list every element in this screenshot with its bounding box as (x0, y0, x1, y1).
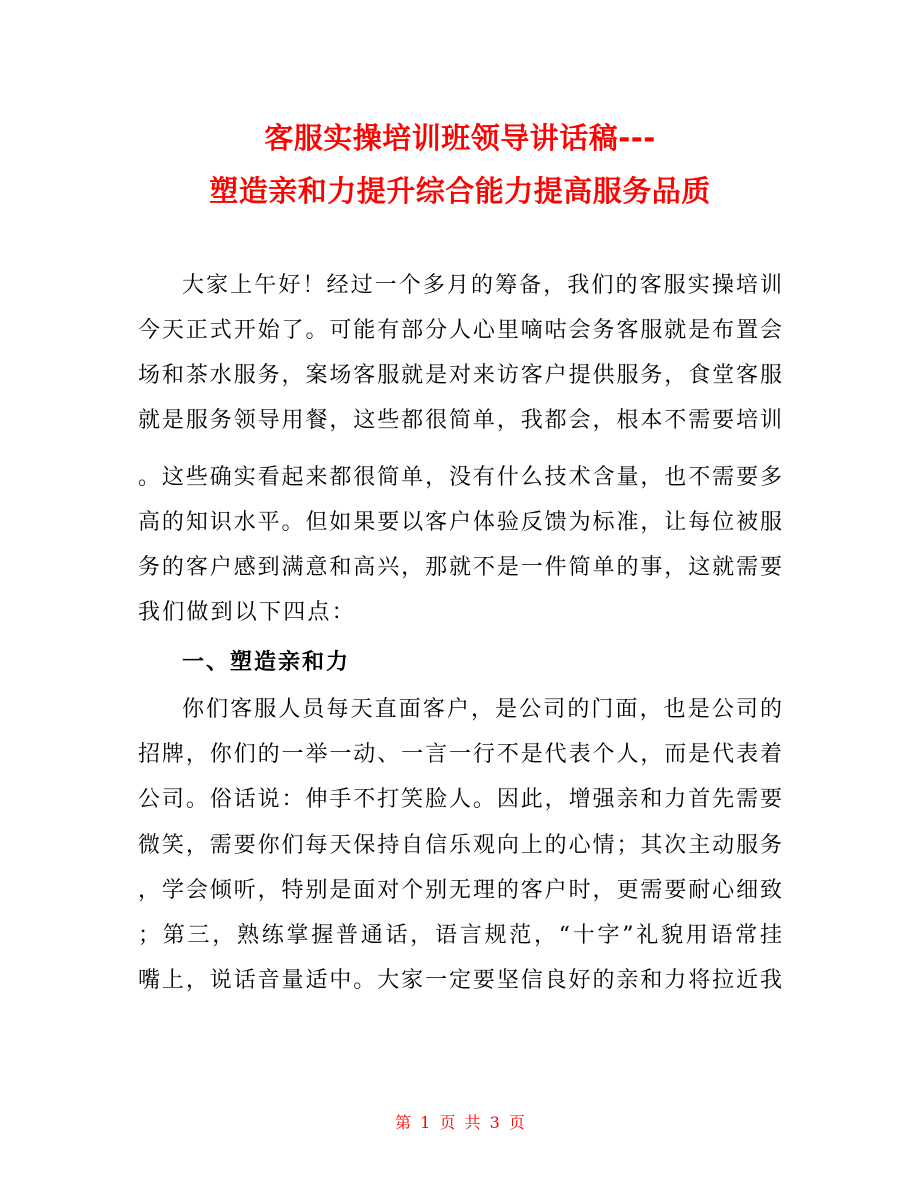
paragraph-line: ，学会倾听，特别是面对个别无理的客户时，更需要耐心细致 (138, 878, 782, 903)
document-title-line-2: 塑造亲和力提升综合能力提高服务品质 (209, 174, 711, 208)
paragraph-line: 高的知识水平。但如果要以客户体验反馈为标准，让每位被服 (138, 510, 782, 535)
document-title-line-1: 客服实操培训班领导讲话稿--- (264, 121, 656, 155)
paragraph-line: 我们做到以下四点： (138, 600, 356, 625)
paragraph-line: 微笑，需要你们每天保持自信乐观向上的心情；其次主动服务 (138, 833, 782, 858)
paragraph-line: 就是服务领导用餐，这些都很简单，我都会，根本不需要培训 (138, 408, 782, 433)
paragraph-line: 你们客服人员每天直面客户，是公司的门面，也是公司的 (182, 697, 782, 722)
paragraph-line: 务的客户感到满意和高兴，那就不是一件简单的事，这就需要 (138, 555, 782, 580)
paragraph-line: 招牌，你们的一举一动、一言一行不是代表个人，而是代表着 (138, 742, 782, 767)
paragraph-line: 。这些确实看起来都很简单，没有什么技术含量，也不需要多 (138, 465, 782, 490)
paragraph-line: 今天正式开始了。可能有部分人心里嘀咕会务客服就是布置会 (138, 318, 782, 343)
paragraph-line: 大家上午好！经过一个多月的筹备，我们的客服实操培训 (182, 273, 782, 298)
page-number-footer: 第 1 页 共 3 页 (395, 1113, 525, 1132)
section-heading: 一、塑造亲和力 (182, 650, 351, 675)
paragraph-line: 嘴上，说话音量适中。大家一定要坚信良好的亲和力将拉近我 (138, 968, 782, 993)
paragraph-line: 场和茶水服务，案场客服就是对来访客户提供服务，食堂客服 (138, 363, 782, 388)
paragraph-line: ；第三，熟练掌握普通话，语言规范，“十字”礼貌用语常挂 (138, 923, 782, 948)
paragraph-line: 公司。俗话说：伸手不打笑脸人。因此，增强亲和力首先需要 (138, 787, 782, 812)
